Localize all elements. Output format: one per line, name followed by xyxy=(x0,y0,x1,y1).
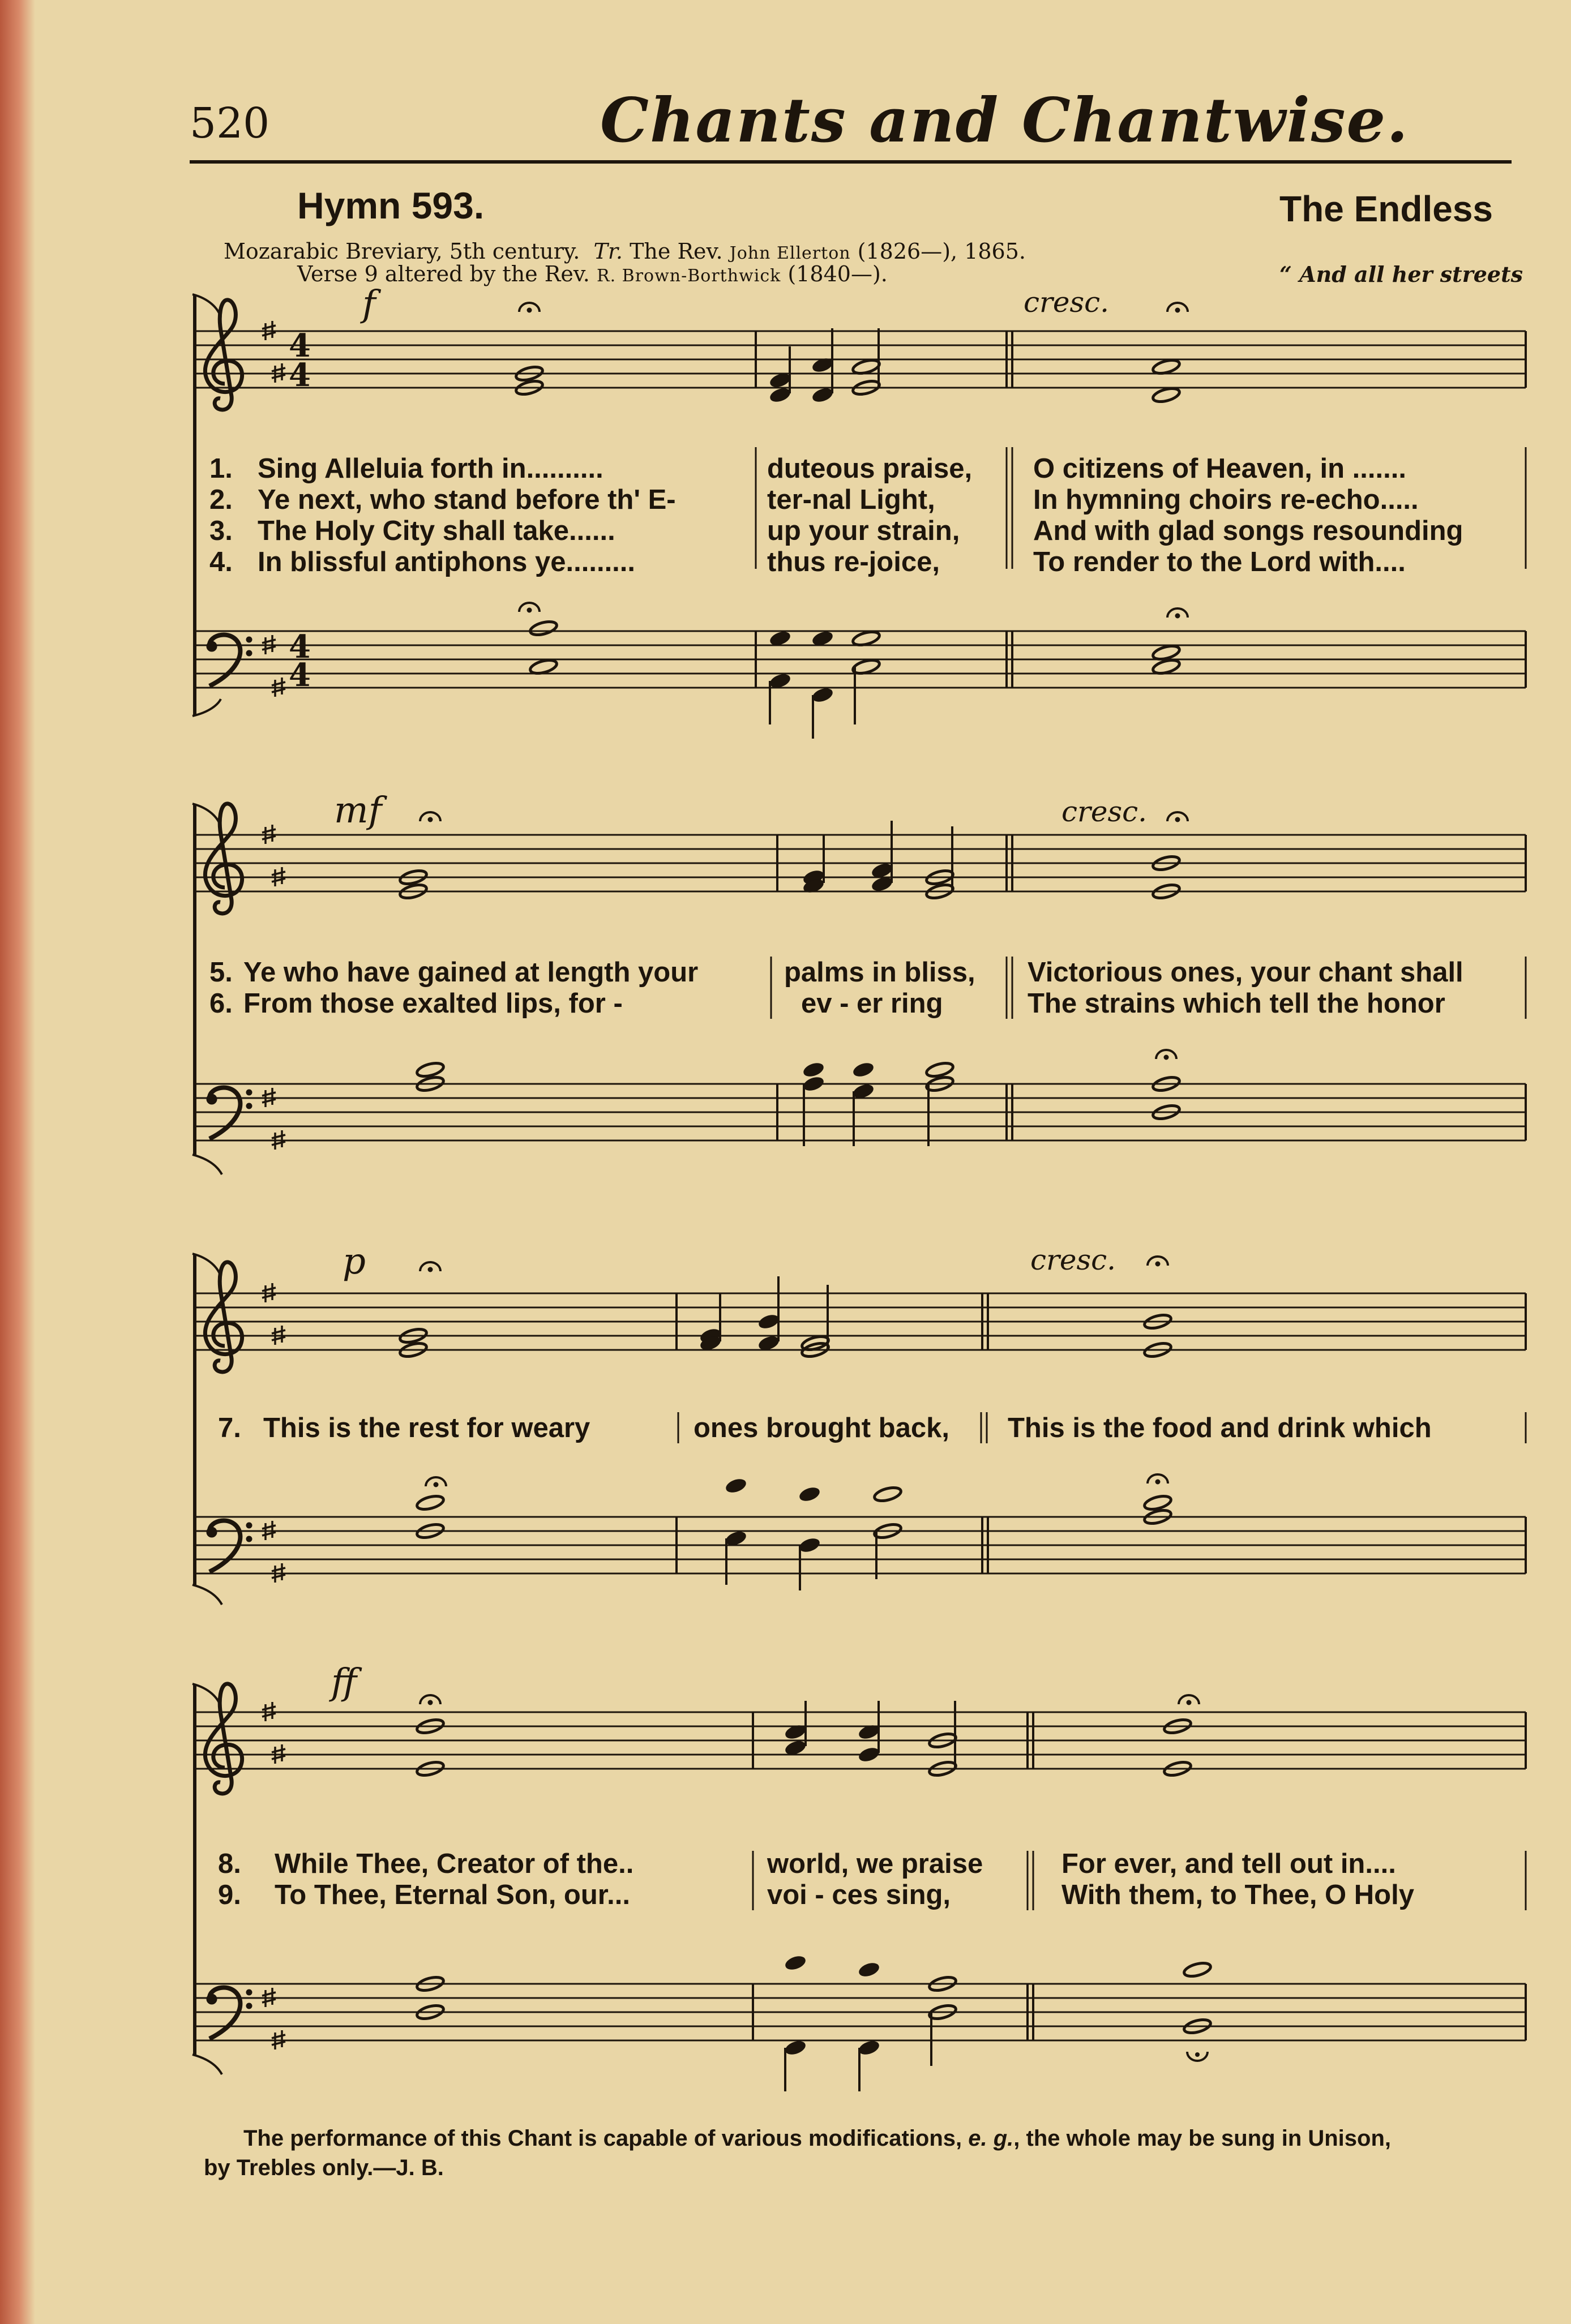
footnote-line-2: by Trebles only.—J. B. xyxy=(204,2155,444,2180)
svg-text:4: 4 xyxy=(289,327,311,365)
verse-text: In blissful antiphons ye......... xyxy=(258,547,636,577)
cresc-s1: cresc. xyxy=(1024,286,1110,319)
footnote-line-1: The performance of this Chant is capable of various modifications, e. g., the whole may be sung in Unison, xyxy=(243,2126,1392,2151)
cresc-s3: cresc. xyxy=(1030,1244,1116,1276)
system-2 xyxy=(192,804,1526,1174)
verse-number: 2. xyxy=(209,484,233,515)
verse-number: 1. xyxy=(209,453,233,484)
verse-text: world, we praise xyxy=(767,1849,983,1879)
system-4 xyxy=(192,1684,1526,2091)
verse-text: Sing Alleluia forth in.......... xyxy=(258,453,603,484)
verse-text: With them, to Thee, O Holy xyxy=(1061,1880,1414,1910)
verse-text: Victorious ones, your chant shall xyxy=(1028,957,1463,988)
dynamic-s4: ff xyxy=(331,1661,357,1703)
verse-text: The strains which tell the honor xyxy=(1028,988,1445,1019)
source-line-2: Verse 9 altered by the Rev. R. Brown-Borthwick (1840—). xyxy=(297,261,888,286)
verse-text: duteous praise, xyxy=(767,453,973,484)
dynamic-s3: p xyxy=(343,1241,366,1283)
verse-number: 6. xyxy=(209,988,233,1019)
verse-number: 7. xyxy=(218,1413,241,1443)
verse-text: And with glad songs resounding xyxy=(1033,516,1463,546)
verse-number: 8. xyxy=(218,1849,241,1879)
cresc-s2: cresc. xyxy=(1061,795,1148,828)
verse-text: The Holy City shall take...... xyxy=(258,516,615,546)
verse-text: For ever, and tell out in.... xyxy=(1061,1849,1396,1879)
system-1 xyxy=(192,294,1526,739)
svg-text:4: 4 xyxy=(289,628,311,666)
verse-number: 9. xyxy=(218,1880,241,1910)
verse-number: 4. xyxy=(209,547,233,577)
svg-text:4: 4 xyxy=(289,657,311,694)
verse-number: 5. xyxy=(209,957,233,988)
verse-text: This is the rest for weary xyxy=(263,1413,590,1443)
verse-number: 3. xyxy=(209,516,233,546)
dynamic-s1: f xyxy=(362,283,376,325)
verse-text: ter-nal Light, xyxy=(767,484,935,515)
verse-text: O citizens of Heaven, in ....... xyxy=(1033,453,1406,484)
hymn-number: Hymn 593. xyxy=(297,185,485,226)
verse-text: voi - ces sing, xyxy=(767,1880,951,1910)
verse-text: Ye next, who stand before th' E- xyxy=(258,484,676,515)
page-number: 520 xyxy=(190,99,270,148)
dynamic-s2: mf xyxy=(334,790,382,831)
verse-text: From those exalted lips, for - xyxy=(243,988,623,1019)
svg-text:4: 4 xyxy=(289,357,311,394)
verse-text: To render to the Lord with.... xyxy=(1033,547,1406,577)
system-3 xyxy=(192,1254,1526,1605)
verse-text: ev - er ring xyxy=(801,988,943,1019)
verse-text: This is the food and drink which xyxy=(1008,1413,1432,1443)
verse-text: ones brought back, xyxy=(694,1413,949,1443)
verse-text: To Thee, Eternal Son, our... xyxy=(275,1880,631,1910)
motto: “ And all her streets xyxy=(1279,261,1523,287)
verse-text: In hymning choirs re-echo..... xyxy=(1033,484,1419,515)
verse-text: thus re-joice, xyxy=(767,547,940,577)
verse-text: While Thee, Creator of the.. xyxy=(275,1849,634,1879)
verse-text: up your strain, xyxy=(767,516,960,546)
tune-name: The Endless xyxy=(1279,188,1493,229)
source-line-1: Mozarabic Breviary, 5th century. Tr. The Rev. John Ellerton (1826—), 1865. xyxy=(224,239,1026,264)
verse-text: Ye who have gained at length your xyxy=(243,957,699,988)
running-title: Chants and Chantwise. xyxy=(600,85,1409,156)
verse-text: palms in bliss, xyxy=(784,957,975,988)
